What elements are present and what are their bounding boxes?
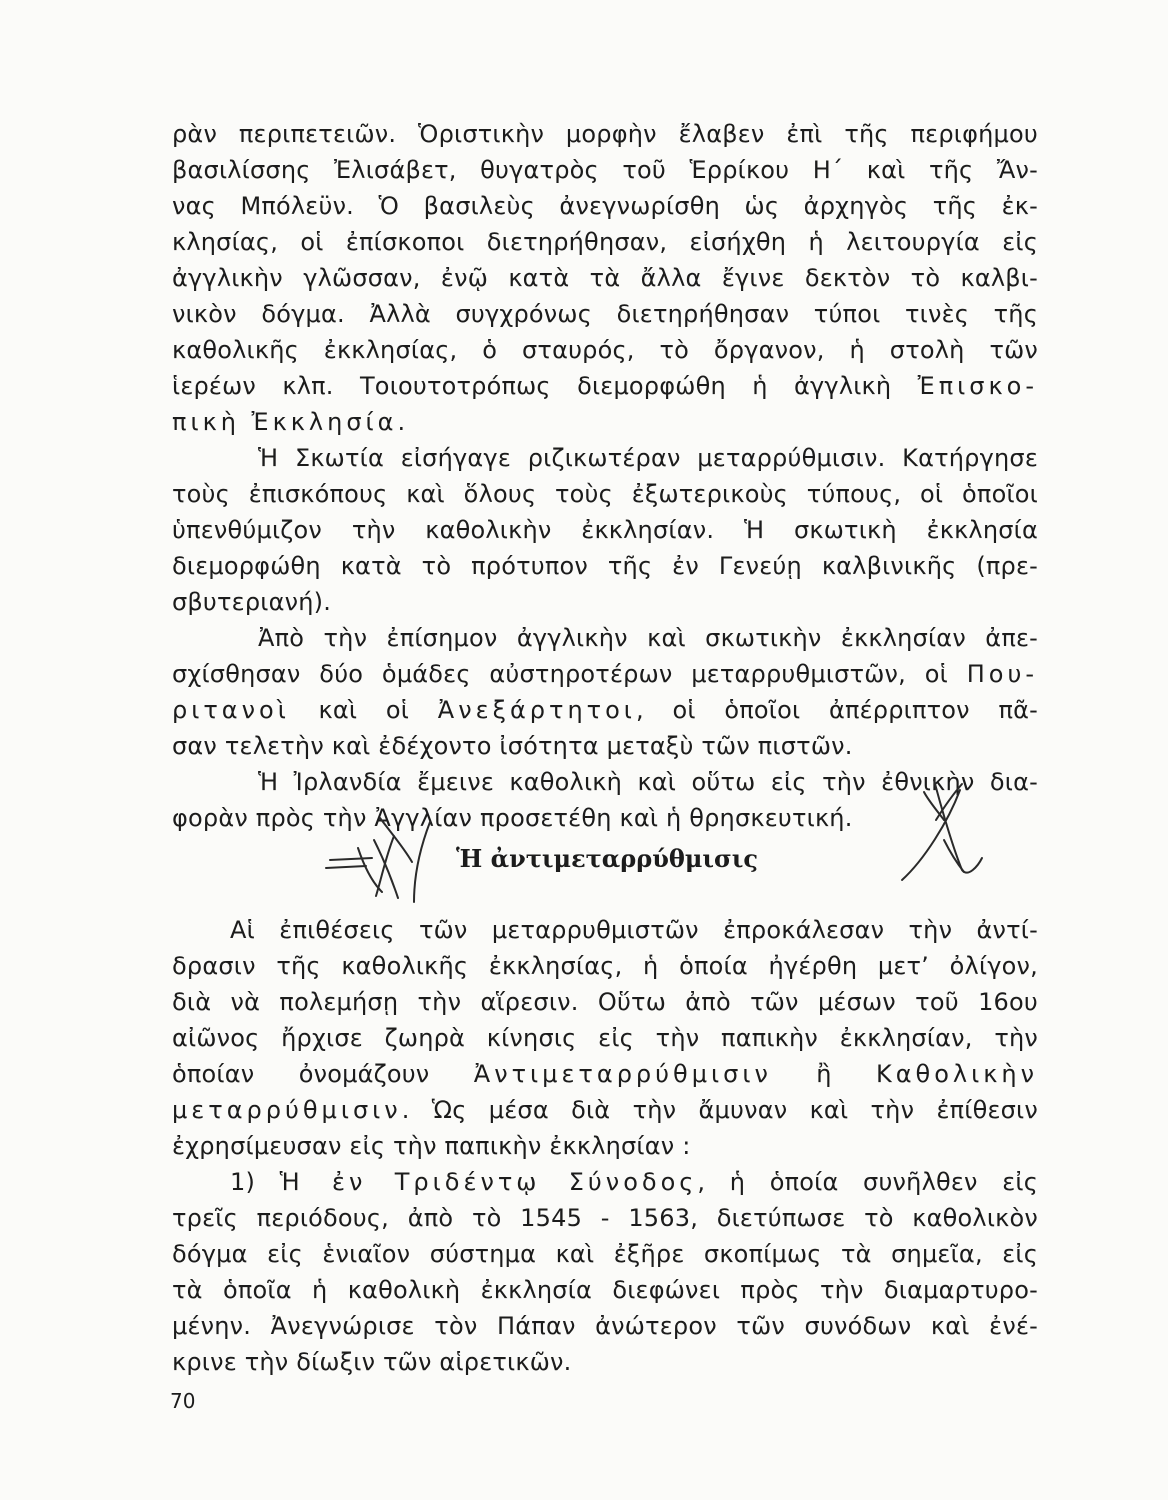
text-line: Αἱ ἐπιθέσεις τῶν μεταρρυθμιστῶν ἐπροκάλεσαν τὴν ἀντί- bbox=[230, 916, 1038, 944]
text-line: πικὴ Ἐκκλησία. bbox=[172, 408, 406, 436]
spaced-term: Ἡ ἐν Τριδέντῳ Σύνοδος bbox=[279, 1168, 698, 1196]
text-line: νας Μπόλεϋν. Ὁ βασιλεὺς ἀνεγνωρίσθη ὡς ἀρχηγὸς τῆς ἐκ- bbox=[172, 192, 1038, 220]
text-line: νικὸν δόγμα. Ἀλλὰ συγχρόνως διετηρήθησαν τύποι τινὲς τῆς bbox=[172, 300, 1038, 328]
text-line: δόγμα εἰς ἑνιαῖον σύστημα καὶ ἐξῆρε σκοπίμως τὰ σημεῖα, εἰς bbox=[172, 1240, 1038, 1268]
page-number: 70 bbox=[170, 1389, 196, 1413]
text-line: ριτανοὶ καὶ οἱ Ἀνεξάρτητοι, οἱ ὁποῖοι ἀπέρριπτον πᾶ- bbox=[172, 696, 1038, 724]
text-line: σαν τελετὴν καὶ ἐδέχοντο ἰσότητα μεταξὺ τῶν πιστῶν. bbox=[172, 732, 853, 760]
text-line: φορὰν πρὸς τὴν Ἀγγλίαν προσετέθη καὶ ἡ θρησκευτική. bbox=[172, 804, 853, 832]
text-line: τρεῖς περιόδους, ἀπὸ τὸ 1545 - 1563, διετύπωσε τὸ καθολικὸν bbox=[172, 1204, 1038, 1232]
text-line: ρὰν περιπετειῶν. Ὁριστικὴν μορφὴν ἔλαβεν ἐπὶ τῆς περιφήμου bbox=[172, 120, 1038, 148]
text-line: 1) Ἡ ἐν Τριδέντῳ Σύνοδος, ἡ ὁποία συνῆλθεν εἰς bbox=[230, 1168, 1038, 1196]
text-line: ὁποίαν ὀνομάζουν Ἀντιμεταρρύθμισιν ἢ Καθολικὴν bbox=[172, 1060, 1038, 1088]
text-line: διὰ νὰ πολεμήσῃ τὴν αἵρεσιν. Οὕτω ἀπὸ τῶν μέσων τοῦ 16ου bbox=[172, 988, 1038, 1016]
text-line: Ἡ Ἰρλανδία ἔμεινε καθολικὴ καὶ οὕτω εἰς τὴν ἐθνικὴν δια- bbox=[258, 768, 1038, 796]
text-line: κλησίας, οἱ ἐπίσκοποι διετηρήθησαν, εἰσήχθη ἡ λειτουργία εἰς bbox=[172, 228, 1038, 256]
spaced-term: Ἐπισκο- bbox=[917, 372, 1038, 400]
text-line: δρασιν τῆς καθολικῆς ἐκκλησίας, ἡ ὁποία ἠγέρθη μετ’ ὀλίγον, bbox=[172, 952, 1038, 980]
text-line: τὰ ὁποῖα ἡ καθολικὴ ἐκκλησία διεφώνει πρὸς τὴν διαμαρτυρο- bbox=[172, 1276, 1038, 1304]
text-line: βασιλίσσης Ἐλισάβετ, θυγατρὸς τοῦ Ἑρρίκου Η΄ καὶ τῆς Ἄν- bbox=[172, 156, 1038, 184]
text-line: μένην. Ἀνεγνώρισε τὸν Πάπαν ἀνώτερον τῶν συνόδων καὶ ἐνέ- bbox=[172, 1312, 1038, 1340]
spaced-term: μεταρρύθμισιν bbox=[172, 1096, 402, 1124]
text-line: καθολικῆς ἐκκλησίας, ὁ σταυρός, τὸ ὄργανον, ἡ στολὴ τῶν bbox=[172, 336, 1038, 364]
text-line: τοὺς ἐπισκόπους καὶ ὅλους τοὺς ἐξωτερικοὺς τύπους, οἱ ὁποῖοι bbox=[172, 480, 1038, 508]
text-line: ἀγγλικὴν γλῶσσαν, ἐνῷ κατὰ τὰ ἄλλα ἔγινε δεκτὸν τὸ καλβι- bbox=[172, 264, 1038, 292]
spaced-term: Καθολικὴν bbox=[875, 1060, 1038, 1088]
text-line: διεμορφώθη κατὰ τὸ πρότυπον τῆς ἐν Γενεύῃ καλβινικῆς (πρε- bbox=[172, 552, 1038, 580]
spaced-term: Ἀνεξάρτητοι bbox=[437, 696, 636, 724]
text-line: ἱερέων κλπ. Τοιουτοτρόπως διεμορφώθη ἡ ἀγγλικὴ Ἐπισκο- bbox=[172, 372, 1038, 400]
section-heading: Ἡ ἀντιμεταρρύθμισις bbox=[456, 844, 758, 873]
spaced-term: πικὴ Ἐκκλησία bbox=[172, 408, 398, 436]
text-line: κρινε τὴν δίωξιν τῶν αἱρετικῶν. bbox=[172, 1348, 572, 1376]
spaced-term: ριτανοὶ bbox=[172, 696, 290, 724]
text-line: ὑπενθύμιζον τὴν καθολικὴν ἐκκλησίαν. Ἡ σκωτικὴ ἐκκλησία bbox=[172, 516, 1038, 544]
text-line: σχίσθησαν δύο ὁμάδες αὐστηροτέρων μεταρρυθμιστῶν, οἱ Που- bbox=[172, 660, 1038, 688]
cross-mark-left-icon bbox=[326, 818, 430, 902]
text-line: Ἀπὸ τὴν ἐπίσημον ἀγγλικὴν καὶ σκωτικὴν ἐκκλησίαν ἀπε- bbox=[258, 624, 1038, 652]
text-line: σβυτεριανή). bbox=[172, 588, 332, 616]
cross-mark-right-icon bbox=[902, 780, 982, 880]
spaced-term: Που- bbox=[966, 660, 1038, 688]
text-line: ἐχρησίμευσαν εἰς τὴν παπικὴν ἐκκλησίαν : bbox=[172, 1132, 691, 1160]
text-line: μεταρρύθμισιν. Ὡς μέσα διὰ τὴν ἄμυναν καὶ τὴν ἐπίθεσιν bbox=[172, 1096, 1038, 1124]
text-line: αἰῶνος ἤρχισε ζωηρὰ κίνησις εἰς τὴν παπικὴν ἐκκλησίαν, τὴν bbox=[172, 1024, 1038, 1052]
spaced-term: Ἀντιμεταρρύθμισιν bbox=[473, 1060, 772, 1088]
text-line: Ἡ Σκωτία εἰσήγαγε ριζικωτέραν μεταρρύθμισιν. Κατήργησε bbox=[258, 444, 1038, 472]
